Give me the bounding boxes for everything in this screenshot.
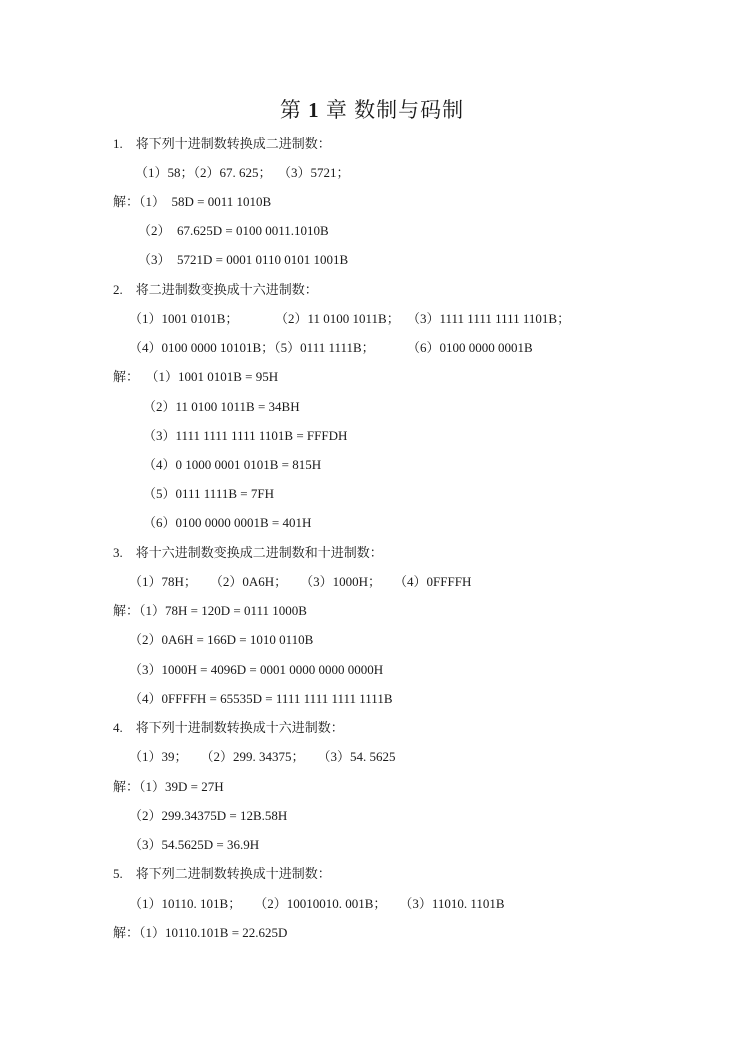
question-2: 2. 将二进制数变换成十六进制数： <box>113 282 318 297</box>
answer-2-line-4: （4）0 1000 0001 0101B = 815H <box>143 457 322 472</box>
question-3: 3. 将十六进制数变换成二进制数和十进制数： <box>113 545 383 560</box>
title-suffix: 章 数制与码制 <box>325 98 465 122</box>
answer-3-line-3: （3）1000H = 4096D = 0001 0000 0000 0000H <box>129 662 384 677</box>
question-4: 4. 将下列十进制数转换成十六进制数： <box>113 720 344 735</box>
answer-3-line-2: （2）0A6H = 166D = 1010 0110B <box>129 632 314 647</box>
answer-4-line-3: （3）54.5625D = 36.9H <box>129 837 260 852</box>
question-4-items: （1）39； （2）299. 34375； （3）54. 5625 <box>129 749 396 764</box>
question-1: 1. 将下列十进制数转换成二进制数： <box>113 136 331 151</box>
answer-1-line-2: （2） 67.625D = 0100 0011.1010B <box>138 223 329 238</box>
answer-1-line-1: 解：（1） 58D = 0011 1010B <box>113 194 272 209</box>
question-5: 5. 将下列二进制数转换成十进制数： <box>113 866 331 881</box>
question-2-items-4-5: （4）0100 0000 10101B；（5）0111 1111B； <box>129 340 375 355</box>
question-2-item-1: （1）1001 0101B； <box>129 311 239 326</box>
question-3-items: （1）78H； （2）0A6H； （3）1000H； （4）0FFFFH <box>129 574 472 589</box>
chapter-title <box>0 94 744 124</box>
question-2-item-6: （6）0100 0000 0001B <box>407 340 533 355</box>
answer-3-line-1: 解：（1）78H = 120D = 0111 1000B <box>113 603 307 618</box>
title-prefix: 第 <box>279 98 302 122</box>
answer-4-line-2: （2）299.34375D = 12B.58H <box>129 808 288 823</box>
answer-4-line-1: 解：（1）39D = 27H <box>113 779 224 794</box>
answer-3-line-4: （4）0FFFFH = 65535D = 1111 1111 1111 1111B <box>129 691 393 706</box>
question-1-items: （1）58；（2）67. 625； （3）5721； <box>135 165 350 180</box>
title-number: 1 <box>308 98 320 122</box>
answer-1-line-3: （3） 5721D = 0001 0110 0101 1001B <box>138 252 349 267</box>
question-2-item-3: （3）1111 1111 1111 1101B； <box>407 311 571 326</box>
answer-2-line-3: （3）1111 1111 1111 1101B = FFFDH <box>143 428 348 443</box>
answer-2-line-2: （2）11 0100 1011B = 34BH <box>143 399 300 414</box>
question-2-item-2: （2）11 0100 1011B； <box>275 311 400 326</box>
answer-2-line-5: （5）0111 1111B = 7FH <box>143 486 274 501</box>
answer-5-line-1: 解：（1）10110.101B = 22.625D <box>113 925 288 940</box>
question-5-items: （1）10110. 101B； （2）10010010. 001B； （3）11010. 1101B <box>129 896 505 911</box>
answer-2-line-1: 解： （1）1001 0101B = 95H <box>113 369 279 384</box>
answer-2-line-6: （6）0100 0000 0001B = 401H <box>143 515 312 530</box>
